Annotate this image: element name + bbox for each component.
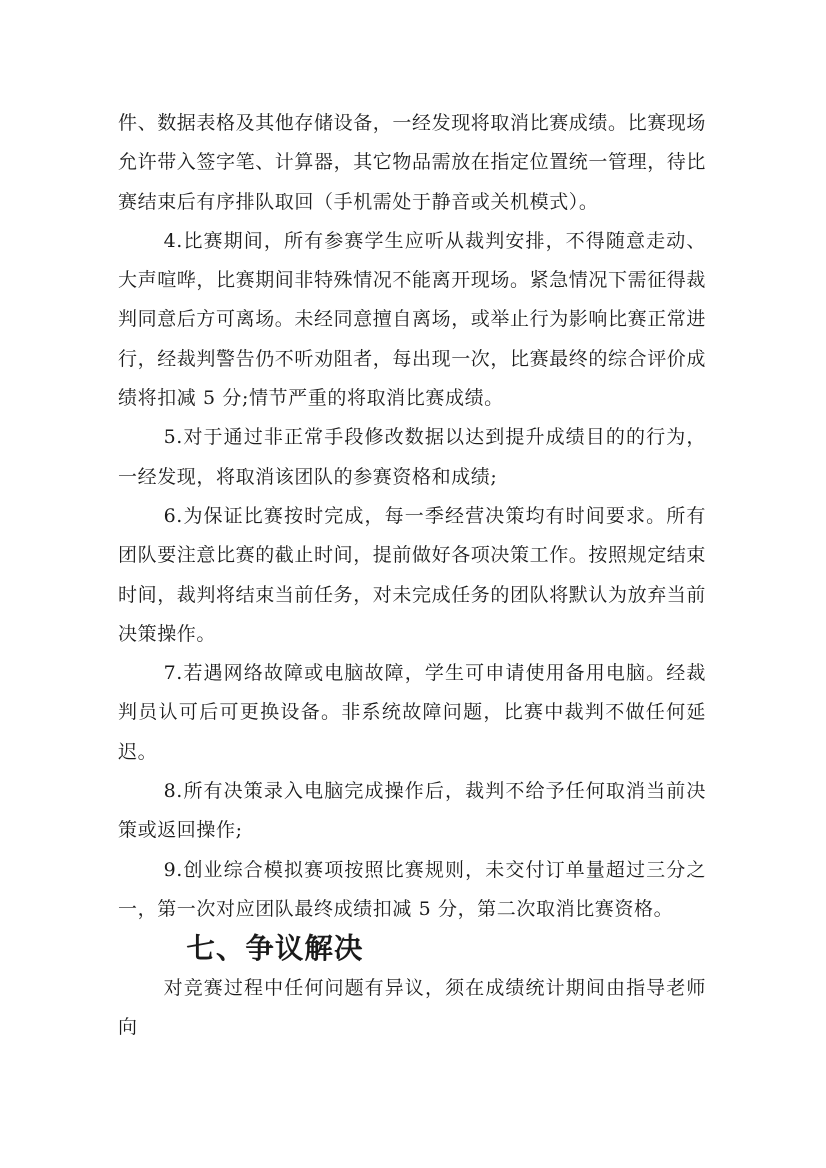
paragraph-rule-6: 6.为保证比赛按时完成，每一季经营决策均有时间要求。所有团队要注意比赛的截止时间，提前做好各项决策工作。按照规定结束时间，裁判将结束当前任务，对未完成任务的团队将默认为放弃当前决策操作。 <box>118 504 707 645</box>
paragraph-dispute-resolution: 对竞赛过程中任何问题有异议，须在成绩统计期间由指导老师向 <box>118 976 706 1038</box>
paragraph-rule-8: 8.所有决策录入电脑完成操作后，裁判不给予任何取消当前决策或返回操作; <box>118 780 706 842</box>
paragraph-continuation: 件、数据表格及其他存储设备，一经发现将取消比赛成绩。比赛现场允许带入签字笔、计算器，其它物品需放在指定位置统一管理，待比赛结束后有序排队取回（手机需处于静音或关机模式）。 <box>118 112 707 213</box>
section-heading: 七、争议解决 <box>186 932 364 966</box>
document-body <box>118 104 706 1047</box>
paragraph-rule-9: 9.创业综合模拟赛项按照比赛规则，未交付订单量超过三分之一，第一次对应团队最终成绩扣减 5 分，第二次取消比赛资格。 <box>118 858 706 920</box>
paragraph-rule-4: 4.比赛期间，所有参赛学生应听从裁判安排，不得随意走动、大声喧哗，比赛期间非特殊情况不能离开现场。紧急情况下需征得裁判同意后方可离场。未经同意擅自离场，或举止行为影响比赛正常进行，经裁判警告仍不听劝阻者，每出现一次，比赛最终的综合评价成绩将扣减 5 分;情节严重的将取消比赛成绩。 <box>118 229 707 410</box>
paragraph-rule-7: 7.若遇网络故障或电脑故障，学生可申请使用备用电脑。经裁判员认可后可更换设备。非系统故障问题，比赛中裁判不做任何延迟。 <box>118 662 706 763</box>
paragraph-rule-5: 5.对于通过非正常手段修改数据以达到提升成绩目的的行为，一经发现，将取消该团队的参赛资格和成绩; <box>118 426 706 488</box>
